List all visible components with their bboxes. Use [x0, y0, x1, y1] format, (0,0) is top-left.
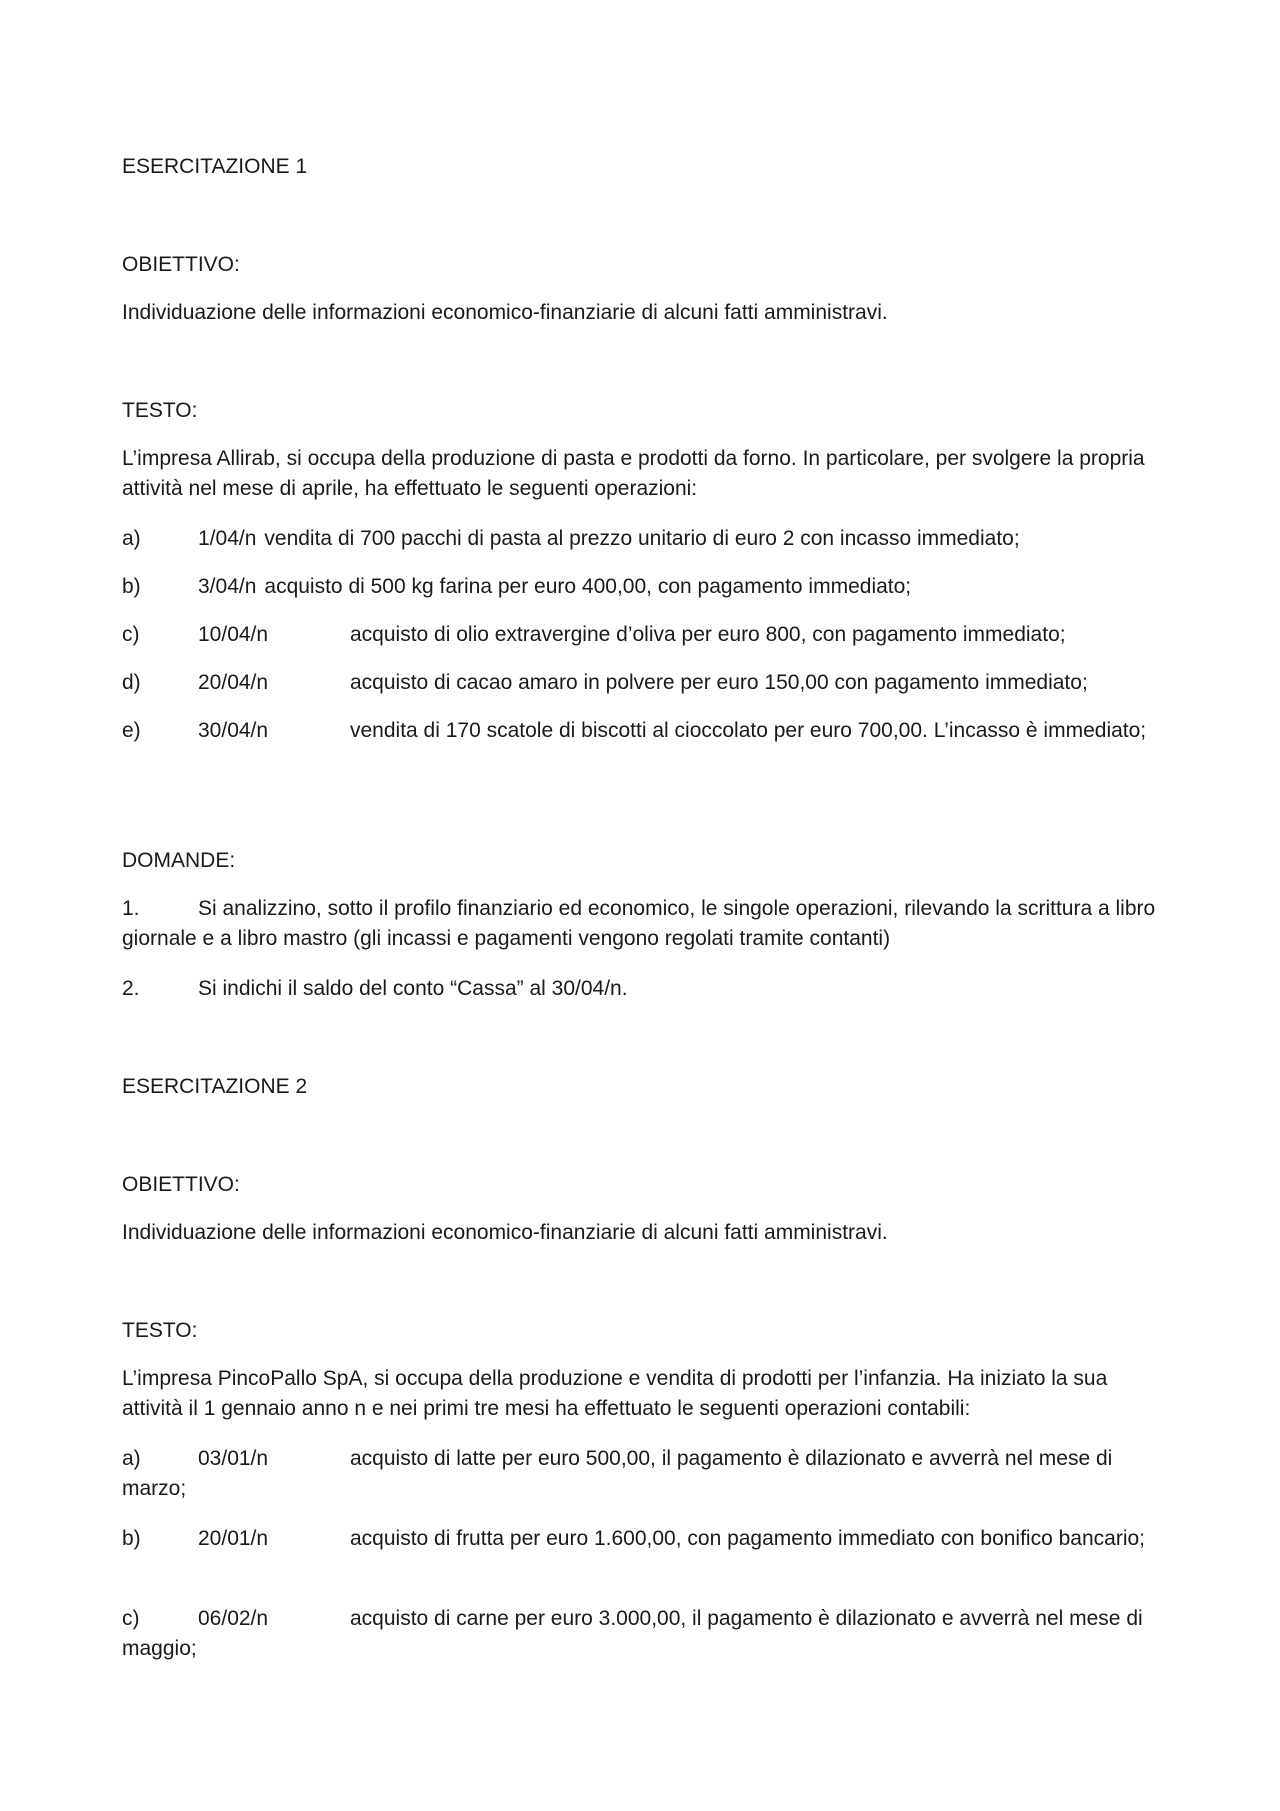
ex2-item-c [122, 1604, 1162, 1664]
item-label: d) [122, 671, 141, 694]
item-date: 20/04/n [198, 671, 269, 694]
item-text: acquisto di frutta per euro 1.600,00, con pagamento immediato con bonifico bancario; [350, 1527, 1145, 1550]
ex2-testo-label: TESTO: [122, 1319, 198, 1342]
item-date: 30/04/n [198, 719, 269, 742]
item-label: a) [122, 527, 141, 550]
item-text: acquisto di olio extravergine d’oliva per euro 800, con pagamento immediato; [350, 623, 1066, 646]
domanda-text: Si analizzino, sotto il profilo finanziario ed economico, le singole operazioni, rilevando la scrittura a libro giornale e a libro mastro (gli incassi e pagamenti vengono regolati tramite contanti) [122, 897, 1156, 950]
item-date: 10/04/n [198, 623, 269, 646]
ex1-domande-label: DOMANDE: [122, 849, 236, 872]
item-date: 1/04/n [198, 527, 257, 550]
domanda-number: 1. [122, 897, 140, 920]
item-text: acquisto di carne per euro 3.000,00, il pagamento è dilazionato e avverrà nel mese di maggio; [122, 1607, 1143, 1660]
ex2-item-b [122, 1524, 1162, 1554]
item-label: b) [122, 1527, 141, 1550]
ex2-obiettivo-label: OBIETTIVO: [122, 1173, 240, 1196]
item-text: acquisto di cacao amaro in polvere per euro 150,00 con pagamento immediato; [350, 671, 1088, 694]
ex1-domanda-1 [122, 894, 1162, 954]
ex1-domanda-2 [122, 974, 1162, 1004]
item-label: c) [122, 623, 140, 646]
ex1-testo-label: TESTO: [122, 399, 198, 422]
ex2-testo-text: L’impresa PincoPallo SpA, si occupa della produzione e vendita di prodotti per l’infanzia. Ha iniziato la sua attività il 1 gennaio anno n e nei primi tre mesi ha effettuato le seguenti operazioni contabili: [122, 1367, 1108, 1420]
item-text: acquisto di latte per euro 500,00, il pagamento è dilazionato e avverrà nel mese di marzo; [122, 1447, 1113, 1500]
item-date: 06/02/n [198, 1607, 269, 1630]
item-label: a) [122, 1447, 141, 1470]
ex1-obiettivo-label: OBIETTIVO: [122, 253, 240, 276]
item-label: e) [122, 719, 141, 742]
ex1-item-a [122, 524, 1162, 554]
ex2-item-a [122, 1444, 1162, 1504]
ex1-obiettivo-text: Individuazione delle informazioni economico-finanziarie di alcuni fatti amministravi. [122, 301, 888, 324]
ex2-obiettivo-text: Individuazione delle informazioni economico-finanziarie di alcuni fatti amministravi. [122, 1221, 888, 1244]
item-text: vendita di 170 scatole di biscotti al cioccolato per euro 700,00. L’incasso è immediato; [350, 719, 1147, 742]
item-text: vendita di 700 pacchi di pasta al prezzo unitario di euro 2 con incasso immediato; [264, 527, 1020, 550]
ex1-item-c [122, 620, 1162, 650]
ex1-title: ESERCITAZIONE 1 [122, 155, 308, 178]
ex1-item-d [122, 668, 1162, 698]
item-label: b) [122, 575, 141, 598]
domanda-number: 2. [122, 977, 140, 1000]
item-date: 3/04/n [198, 575, 257, 598]
item-text: acquisto di 500 kg farina per euro 400,00, con pagamento immediato; [264, 575, 912, 598]
ex1-item-e [122, 716, 1162, 746]
ex1-item-b [122, 572, 1162, 602]
ex1-testo-text: L’impresa Allirab, si occupa della produzione di pasta e prodotti da forno. In particolare, per svolgere la propria attività nel mese di aprile, ha effettuato le seguenti operazioni: [122, 447, 1145, 500]
item-label: c) [122, 1607, 140, 1630]
item-date: 20/01/n [198, 1527, 269, 1550]
item-date: 03/01/n [198, 1447, 269, 1470]
ex2-title: ESERCITAZIONE 2 [122, 1075, 308, 1098]
domanda-text: Si indichi il saldo del conto “Cassa” al 30/04/n. [198, 977, 628, 1000]
